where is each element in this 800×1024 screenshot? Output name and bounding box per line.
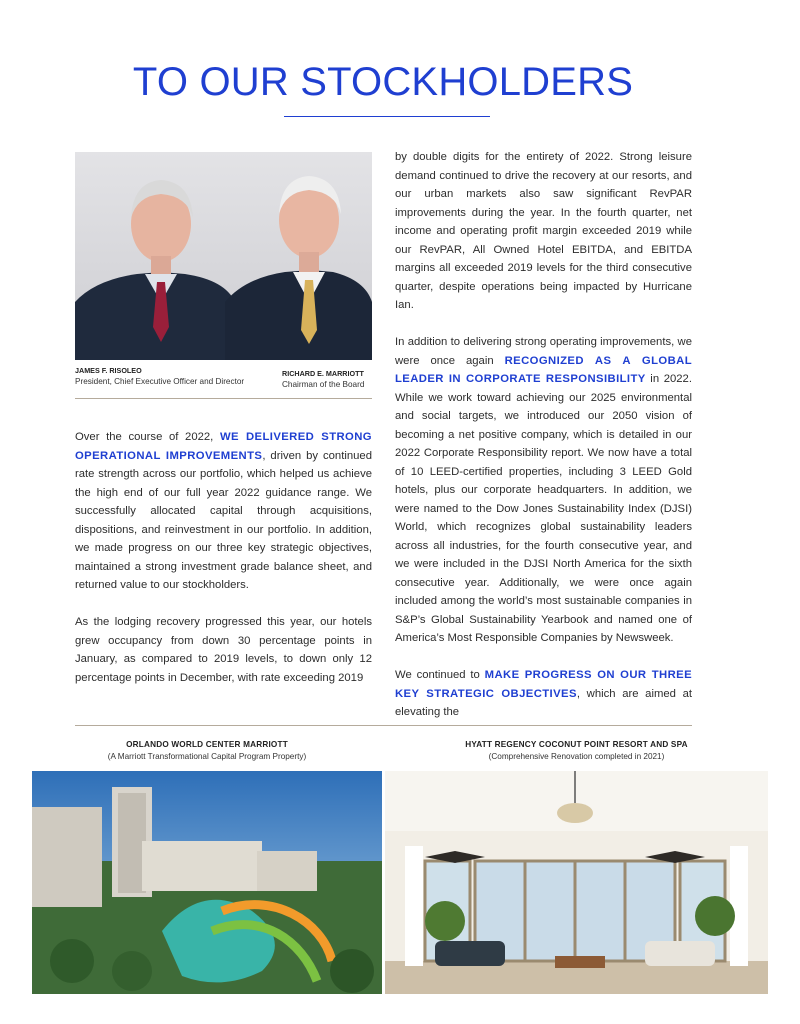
- right-p2-text-cont: in 2022. While we work toward achieving our 2025 environmental and social targets, we introduced our 2050 vision of becoming a net positive company, which is detailed in our 2022 Corporate Responsibility report. We now have a total of 10 LEED-certified properties, including 3 LEED Gold hotels, plus our corporate headquarters. In addition, we were named to the Dow Jones Sustainability Index (DJSI) World, which recognizes global sustainability leaders across all industries, for the fourth consecutive year, and we were included in the DJSI North America for the sixth consecutive year. Additionally, we were once again included among the world’s most sustainable companies in S&P’s Global Sustainability Yearbook and named one of America’s Most Responsible Companies by Newsweek.: [395, 373, 692, 644]
- right-photo-caption: [385, 740, 768, 761]
- resort-illustration: [32, 771, 382, 994]
- left-executive-name: JAMES F. RISOLEO: [75, 366, 142, 375]
- photos-divider: [75, 725, 692, 726]
- title-underline: [284, 116, 490, 117]
- right-text-column: [395, 148, 692, 722]
- right-p3-text: We continued to: [395, 669, 485, 681]
- left-photo-caption: [32, 740, 382, 761]
- portrait-caption-left: [75, 366, 244, 386]
- right-paragraph-1: by double digits for the entirety of 2022. Strong leisure demand continued to drive the recovery at our resorts, and our urban markets also saw significant RevPAR improvements during the year. In the fourth quarter, net income and operating profit margin exceeded 2019 while our RevPAR, All Owned Hotel EBITDA, and EBITDA margins all exceeded 2019 levels for the third consecutive quarter, despite operations being impacted by Hurricane Ian.: [395, 151, 692, 311]
- right-p3-text-cont: , which are aimed at elevating the: [395, 687, 692, 718]
- right-paragraph-3: [395, 666, 692, 722]
- resort-photo: [32, 771, 382, 994]
- right-p3-highlight: MAKE PROGRESS ON OUR THREE KEY STRATEGIC OBJECTIVES: [395, 669, 692, 700]
- right-executive-name: RICHARD E. MARRIOTT: [282, 369, 364, 378]
- left-text-column: [75, 428, 372, 687]
- left-photo-subtitle: (A Marriott Transformational Capital Program Property): [107, 752, 307, 761]
- caption-divider: [75, 398, 372, 399]
- executives-portrait: [75, 152, 372, 360]
- right-photo-title: HYATT REGENCY COCONUT POINT RESORT AND SPA: [465, 740, 688, 749]
- left-p1-highlight: WE DELIVERED STRONG OPERATIONAL IMPROVEMENTS: [75, 431, 372, 462]
- lobby-photo: [385, 771, 768, 994]
- page-title: TO OUR STOCKHOLDERS: [132, 60, 634, 104]
- left-paragraph-1: [75, 428, 372, 595]
- right-p2-text: In addition to delivering strong operating improvements, we were once again: [395, 336, 692, 367]
- left-paragraph-2: As the lodging recovery progressed this year, our hotels grew occupancy from down 30 percentage points in January, as compared to 2019 levels, to down only 12 percentage points in December, with rate exceeding 2019: [75, 616, 372, 684]
- left-photo-title: ORLANDO WORLD CENTER MARRIOTT: [126, 740, 288, 749]
- left-p1-text-cont: , driven by continued rate strength across our portfolio, which helped us achieve the high end of our full year 2022 guidance range. We successfully allocated capital through acquisitions, dispositions, and reinvestment in our portfolio. In addition, we made progress on our three key strategic objectives, maintained a strong investment grade balance sheet, and returned value to our stockholders.: [75, 449, 372, 591]
- portrait-illustration: [75, 152, 372, 360]
- left-p1-text: Over the course of 2022,: [75, 431, 220, 443]
- right-p2-highlight: RECOGNIZED AS A GLOBAL LEADER IN CORPORATE RESPONSIBILITY: [395, 354, 692, 385]
- left-executive-role: President, Chief Executive Officer and Director: [75, 377, 245, 386]
- right-executive-role: Chairman of the Board: [282, 380, 365, 389]
- right-paragraph-2: [395, 333, 692, 648]
- right-photo-subtitle: (Comprehensive Renovation completed in 2021): [488, 752, 665, 761]
- portrait-caption-right: [282, 369, 364, 389]
- lobby-illustration: [385, 771, 768, 994]
